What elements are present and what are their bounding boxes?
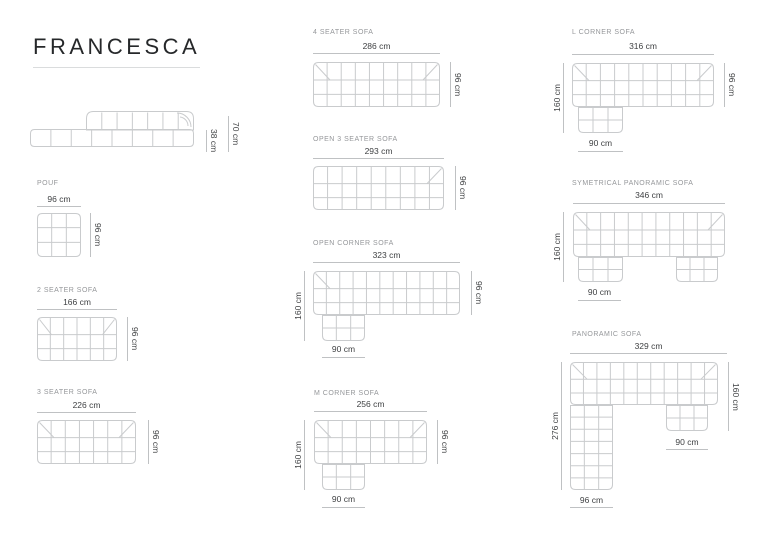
4-seater-width-dim-label: 286 cm <box>362 41 391 51</box>
pouf-top-view-drawing <box>37 213 81 257</box>
open-corner-top-view-drawing <box>313 271 460 341</box>
pouf-depth-dim-label: 96 cm <box>93 223 103 247</box>
m-corner-length-dim-label: 160 cm <box>293 441 303 469</box>
open-corner-chaise-dim-label: 90 cm <box>331 344 356 354</box>
m-corner-width-dim-line <box>314 411 427 412</box>
product-label-symetrical-panoramic: SYMETRICAL PANORAMIC SOFA <box>572 180 694 187</box>
symetrical-panoramic-chaise-dim-line <box>578 300 621 301</box>
open-corner-chaise-dim-line <box>322 357 365 358</box>
l-corner-width-dim-label: 316 cm <box>629 41 657 51</box>
side-view-total-height-dim-label: 70 cm <box>231 122 241 146</box>
panoramic-right-length-dim-label: 160 cm <box>731 382 741 411</box>
product-label-l-corner: L CORNER SOFA <box>572 29 636 36</box>
m-corner-top-view-drawing <box>314 420 427 490</box>
4-seater-depth-dim-label: 96 cm <box>453 72 463 97</box>
open-3-seater-depth-dim-label: 96 cm <box>458 176 468 200</box>
product-label-2-seater: 2 SEATER SOFA <box>37 287 98 294</box>
m-corner-depth-dim-line <box>437 420 438 464</box>
open-corner-width-dim-line <box>313 262 460 263</box>
panoramic-width-dim-label: 329 cm <box>634 341 663 351</box>
panoramic-top-view-drawing <box>570 362 718 490</box>
pouf-width-dim-line <box>37 206 81 207</box>
m-corner-depth-dim-label: 96 cm <box>440 430 450 454</box>
3-seater-width-dim-label: 226 cm <box>72 400 101 410</box>
product-label-open-corner: OPEN CORNER SOFA <box>313 240 394 247</box>
symetrical-panoramic-width-dim-label: 346 cm <box>635 190 663 200</box>
panoramic-leg-dim-line <box>570 507 613 508</box>
4-seater-top-view-drawing <box>313 62 440 107</box>
panoramic-leg-dim-label: 96 cm <box>579 495 604 505</box>
l-corner-width-dim-line <box>572 54 714 55</box>
open-3-seater-width-dim-line <box>313 158 444 159</box>
l-corner-length-dim-label: 160 cm <box>552 84 562 112</box>
brand-title: FRANCESCA <box>33 34 200 68</box>
panoramic-chaise-dim-label: 90 cm <box>675 437 699 447</box>
l-corner-length-dim-line <box>563 63 564 133</box>
2-seater-top-view-drawing <box>37 317 117 361</box>
panoramic-chaise-dim-line <box>666 449 708 450</box>
2-seater-width-dim-label: 166 cm <box>63 297 91 307</box>
pouf-depth-dim-line <box>90 213 91 257</box>
m-corner-chaise-dim-line <box>322 507 365 508</box>
m-corner-length-dim-line <box>304 420 305 490</box>
open-corner-length-dim-line <box>304 271 305 341</box>
side-view-total-height-dim-line <box>228 116 229 152</box>
open-corner-length-dim-label: 160 cm <box>293 292 303 320</box>
l-corner-top-view-drawing <box>572 63 714 133</box>
2-seater-depth-dim-label: 96 cm <box>130 327 140 351</box>
open-3-seater-width-dim-label: 293 cm <box>364 146 393 156</box>
panoramic-length-dim-line <box>561 362 562 490</box>
product-label-3-seater: 3 SEATER SOFA <box>37 389 98 396</box>
product-label-pouf: POUF <box>37 180 59 187</box>
side-view-seat-height-dim-line <box>206 130 207 152</box>
product-label-panoramic: PANORAMIC SOFA <box>572 331 642 338</box>
product-label-open-3-seater: OPEN 3 SEATER SOFA <box>313 136 398 143</box>
3-seater-width-dim-line <box>37 412 136 413</box>
panoramic-width-dim-line <box>570 353 727 354</box>
2-seater-depth-dim-line <box>127 317 128 361</box>
product-label-m-corner: M CORNER SOFA <box>314 390 380 397</box>
l-corner-depth-dim-line <box>724 63 725 107</box>
open-corner-depth-dim-label: 96 cm <box>474 281 484 305</box>
m-corner-chaise-dim-label: 90 cm <box>331 494 356 504</box>
sofa-side-view-drawing <box>30 110 195 152</box>
pouf-width-dim-label: 96 cm <box>47 194 71 204</box>
panoramic-right-length-dim-line <box>728 362 729 431</box>
4-seater-depth-dim-line <box>450 62 451 107</box>
2-seater-width-dim-line <box>37 309 117 310</box>
symetrical-panoramic-chaise-dim-label: 90 cm <box>587 287 612 297</box>
4-seater-width-dim-line <box>313 53 440 54</box>
l-corner-chaise-dim-line <box>578 151 623 152</box>
panoramic-length-dim-label: 276 cm <box>550 412 560 440</box>
side-view-seat-height-dim-label: 38 cm <box>209 129 219 153</box>
open-3-seater-top-view-drawing <box>313 166 444 210</box>
3-seater-depth-dim-line <box>148 420 149 464</box>
symetrical-panoramic-length-dim-line <box>563 212 564 282</box>
symetrical-panoramic-length-dim-label: 160 cm <box>552 233 562 261</box>
l-corner-chaise-dim-label: 90 cm <box>588 138 613 148</box>
3-seater-top-view-drawing <box>37 420 136 464</box>
open-3-seater-depth-dim-line <box>455 166 456 210</box>
symetrical-panoramic-width-dim-line <box>573 203 725 204</box>
l-corner-depth-dim-label: 96 cm <box>727 73 737 97</box>
product-label-4-seater: 4 SEATER SOFA <box>313 29 374 36</box>
open-corner-depth-dim-line <box>471 271 472 315</box>
m-corner-width-dim-label: 256 cm <box>356 399 385 409</box>
3-seater-depth-dim-label: 96 cm <box>151 430 161 454</box>
symetrical-panoramic-top-view-drawing <box>573 212 725 282</box>
open-corner-width-dim-label: 323 cm <box>372 250 401 260</box>
